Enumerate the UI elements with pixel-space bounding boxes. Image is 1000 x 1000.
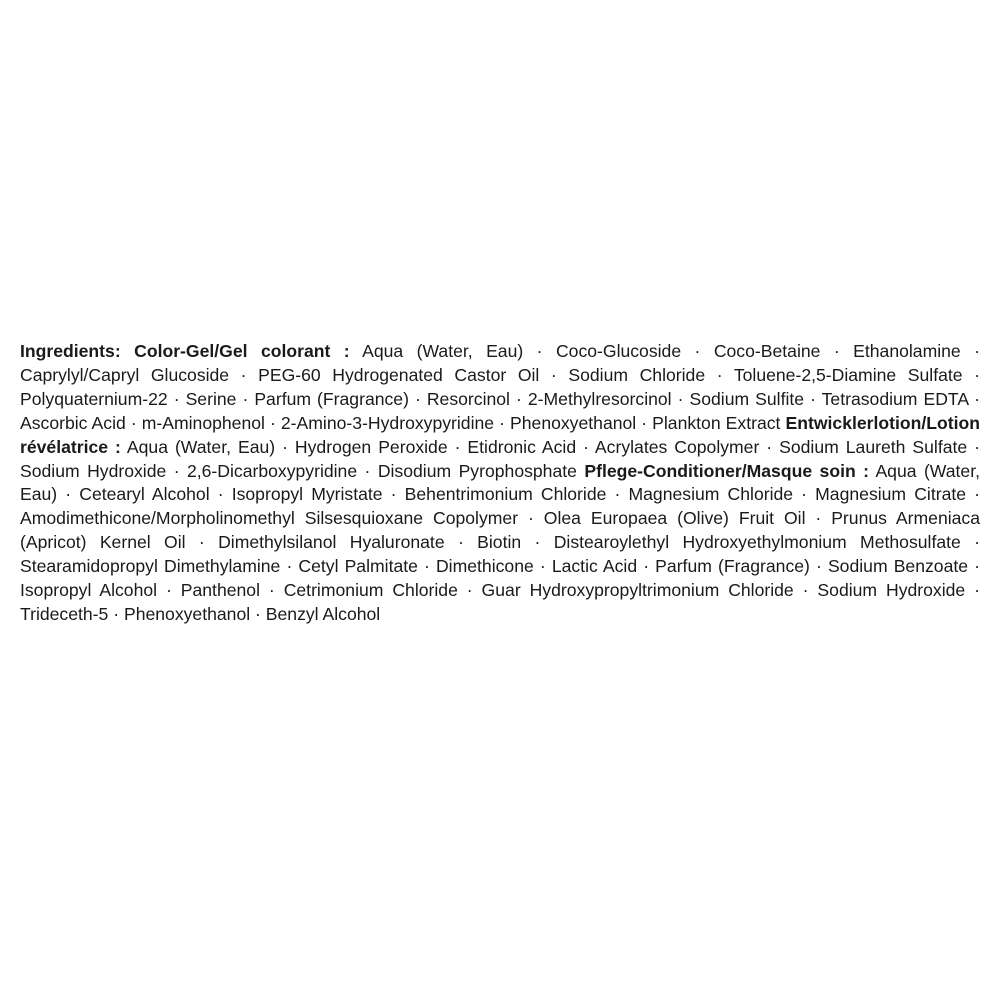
conditioner-label: Pflege-Conditioner/Masque soin :	[584, 460, 869, 481]
ingredients-paragraph	[20, 340, 980, 627]
color-gel-ingredients: Aqua (Water, Eau) · Coco-Glucoside · Coco-Betaine · Ethanolamine · Caprylyl/Capryl Glucoside · PEG-60 Hydrogenated Castor Oil · Sodium Chloride · Toluene-2,5-Diamine Sulfate · Polyquaternium-22 · Serine · Parfum (Fragrance) · Resorcinol · 2-Methylresorcinol · Sodium Sulfite · Tetrasodium EDTA · Ascorbic Acid · m-Aminophenol · 2-Amino-3-Hydroxypyridine · Phenoxyethanol · Plankton Extract	[20, 341, 981, 433]
conditioner-ingredients: Aqua (Water, Eau) · Cetearyl Alcohol · Isopropyl Myristate · Behentrimonium Chloride · Magnesium Chloride · Magnesium Citrate · Amodimethicone/Morpholinomethyl Silsesquioxane Copolymer · Olea Europaea (Olive) Fruit Oil · Prunus Armeniaca (Apricot) Kernel Oil · Dimethylsilanol Hyaluronate · Biotin · Distearoylethyl Hydroxyethylmonium Methosulfate · Stearamidopropyl Dimethylamine · Cetyl Palmitate · Dimethicone · Lactic Acid · Parfum (Fragrance) · Sodium Benzoate · Isopropyl Alcohol · Panthenol · Cetrimonium Chloride · Guar Hydroxypropyltrimonium Chloride · Sodium Hydroxide · Trideceth-5 · Phenoxyethanol · Benzyl Alcohol	[20, 460, 980, 624]
developer-lotion-ingredients: Aqua (Water, Eau) · Hydrogen Peroxide · Etidronic Acid · Acrylates Copolymer · Sodium Laureth Sulfate · Sodium Hydroxide · 2,6-Dicarboxypyridine · Disodium Pyrophosphate	[20, 436, 980, 481]
color-gel-label: Color-Gel/Gel colorant :	[134, 341, 350, 361]
ingredients-heading: Ingredients:	[20, 341, 121, 361]
developer-lotion-label: Entwicklerlotion/Lotion révélatrice :	[20, 412, 981, 457]
